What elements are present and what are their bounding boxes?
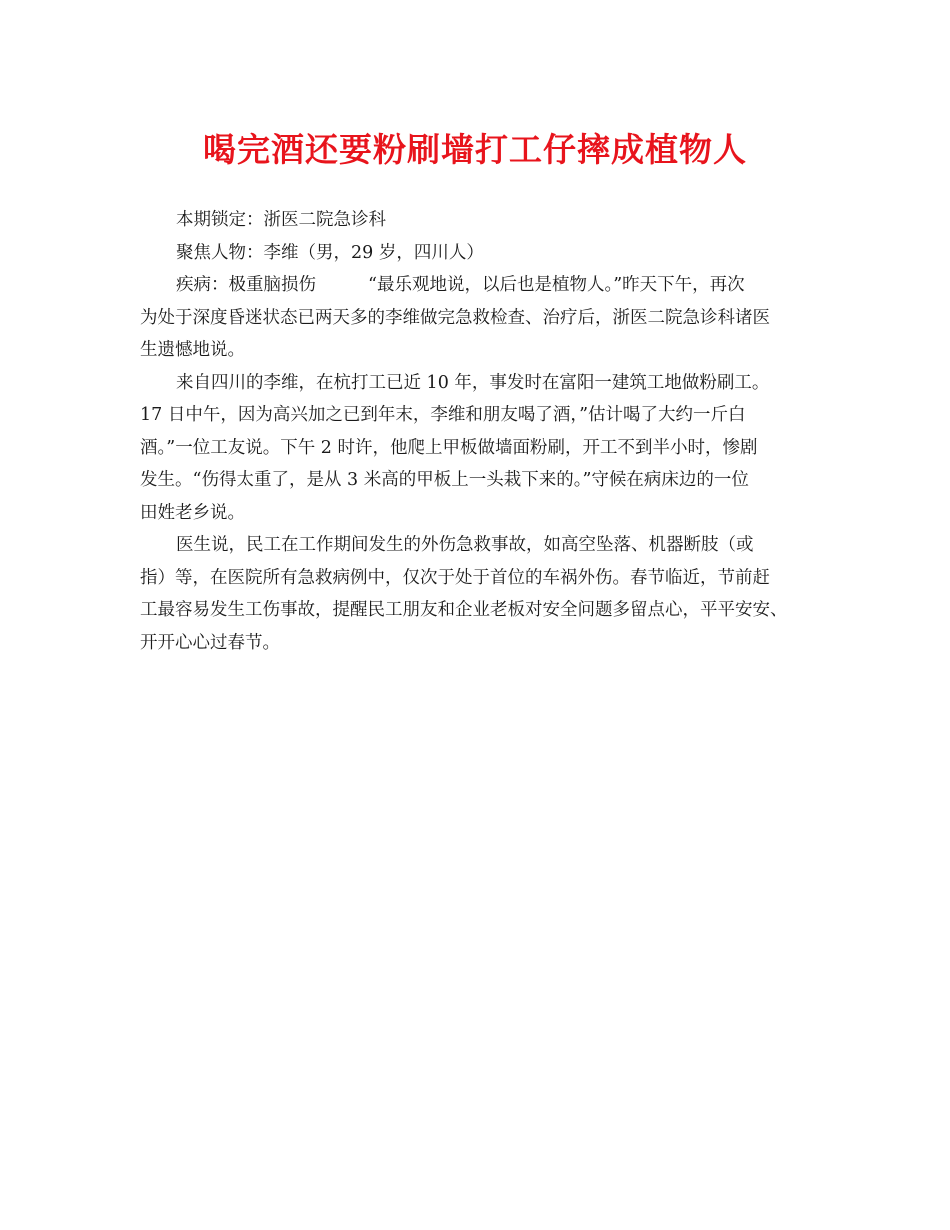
document-body [140,204,812,659]
document-title: 喝完酒还要粉刷墙打工仔摔成植物人 [203,130,747,169]
text-line: 医生说，民工在工作期间发生的外伤急救事故，如高空坠落、机器断肢（或 [176,535,754,555]
text-line: 聚焦人物：李维（男，29 岁，四川人） [176,242,484,263]
text-line: 开开心心过春节。 [140,632,280,653]
text-line: 17 日中午，因为高兴加之已到年末，李维和朋友喝了酒，”估计喝了大约一斤白 [140,405,746,425]
text-line: 指）等，在医院所有急救病例中，仅次于处于首位的车祸外伤。春节临近，节前赶 [140,567,770,588]
text-line: 酒。”一位工友说。下午 2 时许，他爬上甲板做墙面粉刷，开工不到半小时，惨剧 [140,437,758,458]
text-line: 工最容易发生工伤事故，提醒民工朋友和企业老板对安全问题多留点心，平平安安、 [140,600,788,620]
text-segment: 疾病：极重脑损伤 [176,275,316,295]
text-segment: “最乐观地说，以后也是植物人。”昨天下午，再次 [368,275,745,295]
text-line: 来自四川的李维，在杭打工已近 10 年，事发时在富阳一建筑工地做粉刷工。 [176,372,770,393]
text-line: 为处于深度昏迷状态已两天多的李维做完急救检查、治疗后，浙医二院急诊科诸医 [140,307,770,328]
text-line: 本期锁定：浙医二院急诊科 [176,210,386,230]
text-line: 田姓老乡说。 [140,502,245,523]
text-line [140,269,812,302]
text-line: 生遗憾地说。 [140,340,245,360]
text-line: 发生。“伤得太重了，是从 3 米高的甲板上一头栽下来的。”守候在病床边的一位 [140,470,749,490]
